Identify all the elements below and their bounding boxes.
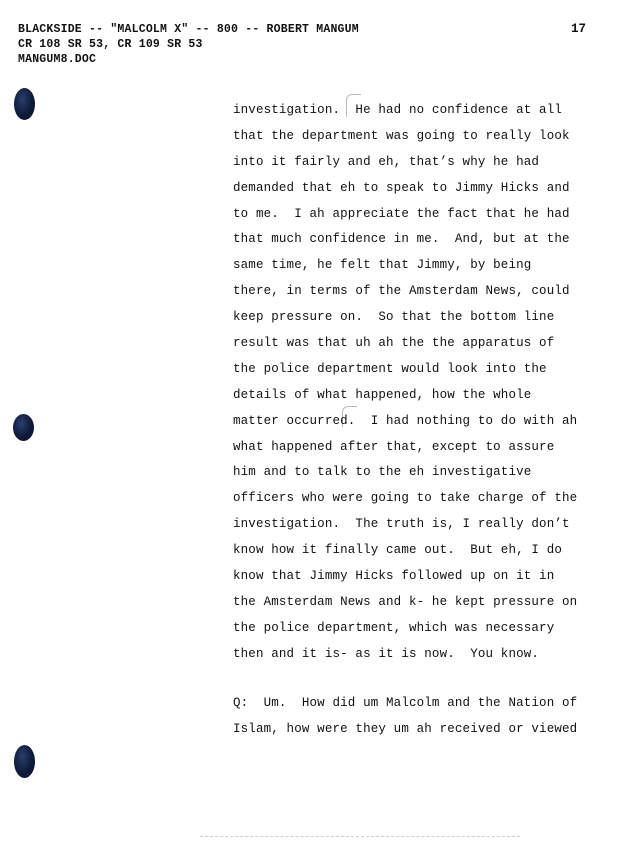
punch-hole-middle [13,414,34,441]
transcript-line: the Amsterdam News and k- he kept pressure on [233,594,578,609]
transcript-line: keep pressure on. So that the bottom line [233,310,555,325]
transcript-line: investigation. He had no confidence at all [233,103,563,117]
header-title-line: BLACKSIDE -- "MALCOLM X" -- 800 -- ROBERT MANGUM [18,23,359,36]
transcript-line: know that Jimmy Hicks followed up on it in [233,569,555,584]
transcript-line: what happened after that, except to assure [233,439,555,454]
transcript-answer-block [233,98,577,668]
transcript-line: that the department was going to really look [233,128,570,143]
transcript-line: details of what happened, how the whole [233,387,532,402]
transcript-line: him and to talk to the eh investigative [233,465,532,480]
transcript-line: demanded that eh to speak to Jimmy Hicks and [233,180,570,195]
transcript-line: matter occurred. I had nothing to do with ah [233,413,578,428]
transcript-line: investigation. The truth is, I really don’t [233,517,570,532]
transcript-line: officers who were going to take charge of the [233,491,578,506]
header-reel-line: CR 108 SR 53, CR 109 SR 53 [18,38,203,51]
punch-hole-bottom [14,745,35,778]
transcript-line: there, in terms of the Amsterdam News, could [233,284,570,299]
page-number: 17 [571,22,587,36]
scan-artifact [200,836,520,838]
transcript-line: result was that uh ah the the apparatus of [233,336,555,351]
transcript-line: into it fairly and eh, that’s why he had [233,154,540,169]
interviewer-question-block [233,691,577,743]
question-line: Islam, how were they um ah received or viewed [233,721,578,736]
transcript-line: same time, he felt that Jimmy, by being [233,258,532,273]
transcript-line: that much confidence in me. And, but at the [233,232,570,247]
document-header [18,22,359,67]
transcript-line: the police department, which was necessary [233,620,555,635]
header-filename-line: MANGUM8.DOC [18,53,97,66]
transcript-line: the police department would look into the [233,361,547,376]
transcript-line: know how it finally came out. But eh, I do [233,543,563,558]
punch-hole-top [14,88,35,120]
question-line: Q: Um. How did um Malcolm and the Nation of [233,696,578,710]
transcript-line: to me. I ah appreciate the fact that he had [233,206,570,221]
transcript-line: then and it is- as it is now. You know. [233,646,540,661]
